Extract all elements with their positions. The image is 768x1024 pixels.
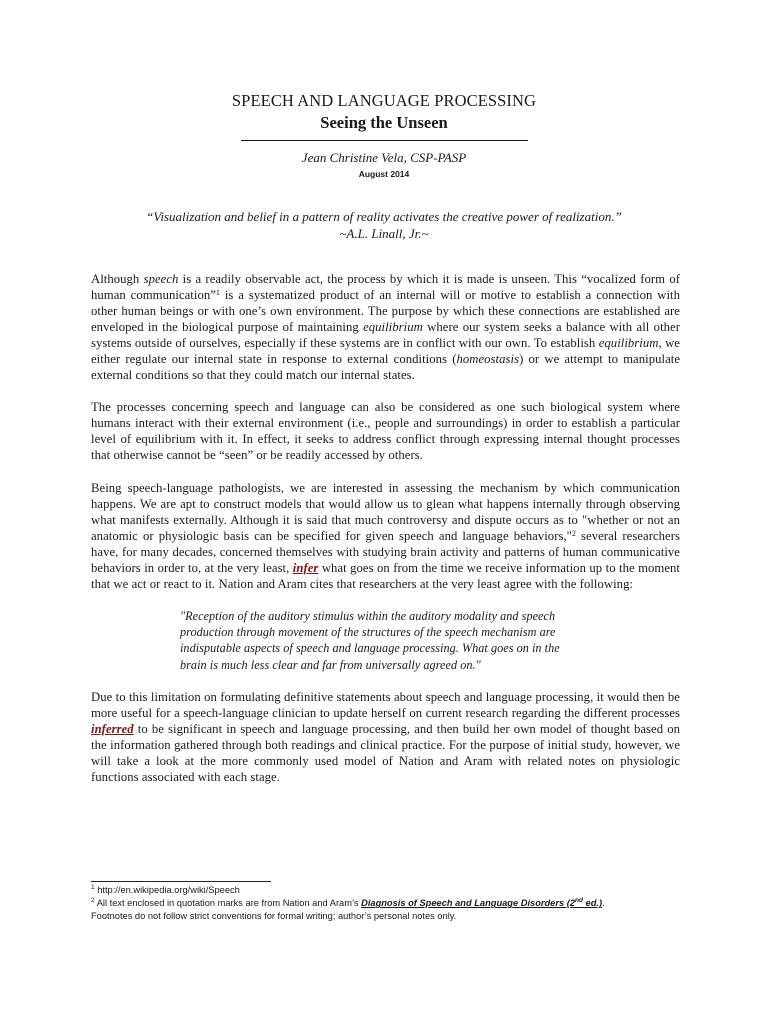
emphasis-homeostasis: homeostasis <box>456 352 520 367</box>
footnote-note: Footnotes do not follow strict conventions for formal writing; author’s personal notes only. <box>91 911 457 922</box>
footnote-ref-2: 2 <box>571 528 576 538</box>
book-title-text: Diagnosis of Speech and Language Disorders (2 <box>361 898 575 909</box>
footnotes <box>91 884 711 924</box>
paragraph-2: The processes concerning speech and language can also be considered as one such biological system where humans interact with their external environment (i.e., people and surroundings) in order to establish a particular level of equilibrium with it. In effect, it seeks to address conflict through expressing internal thought processes that otherwise cannot be “seen” or be readily accessed by others. <box>91 400 680 463</box>
text-run: to be significant in speech and language processing, and then build her own model of thought based on the information gathered through both readings and clinical practice. For the purpose of initial study, however, we will take a look at the more commonly used model of Nation and Aram with related notes on physiologic functions associated with each stage. <box>91 722 680 785</box>
author-line: Jean Christine Vela, CSP-PASP <box>301 150 467 165</box>
footnote-text: http://en.wikipedia.org/wiki/Speech <box>94 885 240 895</box>
ordinal-suffix: nd <box>574 897 583 905</box>
paragraph-3 <box>91 480 680 592</box>
text-run: Although <box>91 272 144 286</box>
emphasis-speech: speech <box>143 272 179 286</box>
document-title: SPEECH AND LANGUAGE PROCESSING <box>231 91 537 110</box>
text-run: Being speech-language pathologists, we are interested in assessing the mechanism by which communication happens. We are apt to construct models that would allow us to glean what happens internally through observing what manifests externally. Although it is said that much controversy and dispute occurs as to "whether or not an anatomic or physiologic basis can be specified for given speech and language behaviors," <box>91 480 680 543</box>
text-run: , we either regulate our internal state in response to external conditions ( <box>91 336 680 367</box>
paragraph-4 <box>91 689 680 785</box>
footnote-separator <box>91 881 271 882</box>
document-header <box>0 90 768 180</box>
emphasis-equilibrium: equilibrium <box>598 336 659 351</box>
emphasis-equilibrium: equilibrium <box>363 320 423 335</box>
epigraph <box>0 208 768 242</box>
block-quote: "Reception of the auditory stimulus within the auditory modality and speech production through movement of the structures of the speech mechanism are indisputable aspects of speech and language processing. What goes on in the brain is much less clear and far from universally agreed on." <box>180 608 560 672</box>
footnote-number: 1 <box>91 884 95 891</box>
footnote-text: All text enclosed in quotation marks are from Nation and Aram’s <box>94 898 362 909</box>
title-underline <box>241 140 528 141</box>
footnote-1 <box>91 884 711 897</box>
footnote-number: 2 <box>91 897 95 905</box>
text-run: where our system seeks a balance with all other systems outside of ourselves, especially if these systems are in conflict with our own. To establish <box>91 320 680 351</box>
footnote-text: . <box>602 898 605 909</box>
date-line: August 2014 <box>358 169 410 179</box>
text-run: what goes on from the time we receive information up to the moment that we act or react to it. Nation and Aram cites that researchers at the very least agree with the following: <box>91 560 680 591</box>
text-run: ) or we attempt to manipulate external conditions so that they could match our internal states. <box>91 352 681 383</box>
book-title-text: ed.) <box>582 898 603 909</box>
paragraph-1 <box>91 271 680 383</box>
text-run: is a systematized product of an internal will or motive to establish a connection with other human beings or with one’s own environment. The purpose by which these connections are established are enveloped in the biological purpose of maintaining <box>91 288 681 335</box>
text-run: is a readily observable act, the process by which it is made is unseen. This “vocalized form of human communication” <box>91 272 680 303</box>
text-run: Due to this limitation on formulating definitive statements about speech and language processing, it would then be more useful for a speech-language clinician to update herself on current research regarding the different processes <box>91 690 680 721</box>
emphasis-infer: infer <box>292 560 319 575</box>
epigraph-quote: “Visualization and belief in a pattern of reality activates the creative power of realization.” <box>146 209 622 224</box>
text-run: several researchers have, for many decades, concerned themselves with studying brain activity and patterns of human communicative behaviors in order to, at the very least, <box>91 528 680 575</box>
emphasis-inferred: inferred <box>91 722 134 737</box>
document-body <box>91 271 680 785</box>
footnote-2 <box>91 897 711 910</box>
document-subtitle: Seeing the Unseen <box>320 113 448 132</box>
book-title <box>361 898 602 908</box>
footnote-ref-1: 1 <box>215 288 220 298</box>
epigraph-attribution: ~A.L. Linall, Jr.~ <box>339 226 429 241</box>
